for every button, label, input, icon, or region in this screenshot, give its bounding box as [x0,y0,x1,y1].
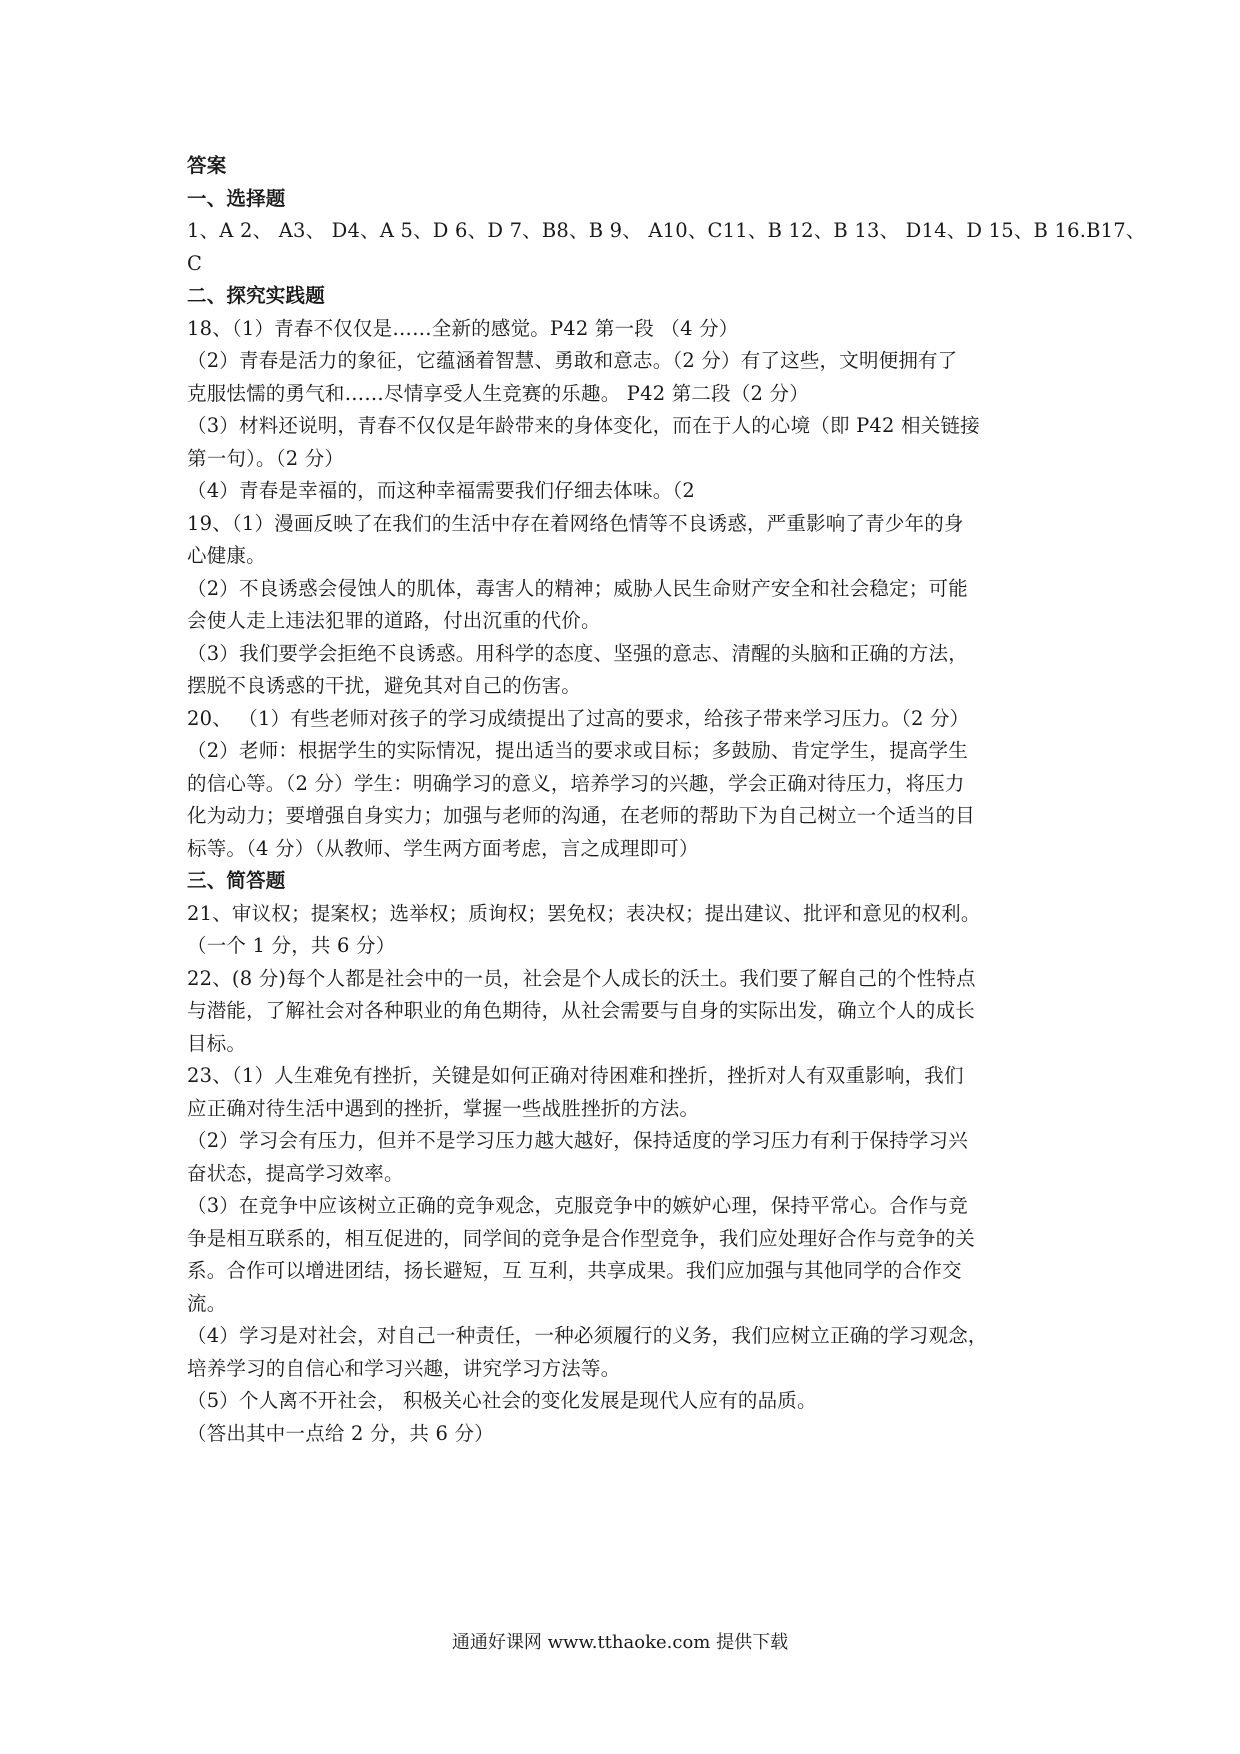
answer-line: 目标。 [187,1031,247,1055]
answer-line: 克服怯懦的勇气和……尽情享受人生竞赛的乐趣。 P42 第二段（2 分） [187,381,809,405]
answer-line: （4）青春是幸福的，而这种幸福需要我们仔细去体味。（2 [187,479,695,502]
answer-line: （3）材料还说明，青春不仅仅是年龄带来的身体变化，而在于人的心境（即 P42 相关链接 [187,414,980,437]
answer-line: 心健康。 [187,544,266,567]
section-heading-short-answer: 三、简答题 [187,869,286,892]
answer-line: （2）老师：根据学生的实际情况，提出适当的要求或目标；多鼓励、肯定学生，提高学生 [187,739,968,762]
answer-line: 22、(8 分)每个人都是社会中的一员，社会是个人成长的沃土。我们要了解自己的个性特点 [187,966,976,990]
answer-line: 应正确对待生活中遇到的挫折，掌握一些战胜挫折的方法。 [187,1096,700,1120]
answer-line: （2）青春是活力的象征，它蕴涵着智慧、勇敢和意志。（2 分）有了这些，文明便拥有了 [187,349,958,372]
answer-line: 摆脱不良诱惑的干扰，避免其对自己的伤害。 [187,674,582,697]
document-title: 答案 [187,154,227,177]
answer-line: （3）我们要学会拒绝不良诱惑。用科学的态度、坚强的意志、清醒的头脑和正确的方法， [187,641,968,665]
answer-line: （2）学习会有压力，但并不是学习压力越大越好，保持适度的学习压力有利于保持学习兴 [187,1129,968,1152]
answer-line: 19、（1）漫画反映了在我们的生活中存在着网络色情等不良诱惑，严重影响了青少年的身 [187,511,964,535]
answer-line: 争是相互联系的，相互促进的，同学间的竞争是合作型竞争，我们应处理好合作与竞争的关 [187,1226,976,1250]
answer-content [187,150,1146,1450]
section-heading-choice: 一、选择题 [187,186,286,210]
download-footer: 通通好课网 www.tthaoke.com 提供下载 [451,1632,789,1653]
answer-line: 的信心等。（2 分）学生：明确学习的意义，培养学习的兴趣，学会正确对待压力，将压力 [187,771,965,795]
answer-line: 20、 （1）有些老师对孩子的学习成绩提出了过高的要求，给孩子带来学习压力。（2 分） [187,706,970,730]
answer-line: 第一句）。（2 分） [187,446,345,470]
answer-line: 流。 [187,1291,227,1315]
answer-line: （2）不良诱惑会侵蚀人的肌体，毒害人的精神；威胁人民生命财产安全和社会稳定；可能 [187,576,968,600]
answer-line: 21、审议权；提案权；选举权；质询权；罢免权；表决权；提出建议、批评和意见的权利。 [187,901,981,925]
answer-line: （答出其中一点给 2 分，共 6 分） [187,1421,494,1445]
answer-line: （5）个人离不开社会， 积极关心社会的变化发展是现代人应有的品质。 [187,1389,817,1412]
answer-line: 培养学习的自信心和学习兴趣，讲究学习方法等。 [187,1356,621,1380]
answer-line: 系。合作可以增进团结，扬长避短，互 互利，共享成果。我们应加强与其他同学的合作交 [187,1259,962,1282]
answer-line: 标等。（4 分）（从教师、学生两方面考虑，言之成理即可） [187,836,699,860]
answer-line: 会使人走上违法犯罪的道路，付出沉重的代价。 [187,609,601,632]
answer-line: 化为动力；要增强自身实力；加强与老师的沟通，在老师的帮助下为自己树立一个适当的目 [187,804,976,827]
answer-line: 23、（1）人生难免有挫折，关键是如何正确对待困难和挫折，挫折对人有双重影响，我们 [187,1064,964,1087]
answer-line: （3）在竞争中应该树立正确的竞争观念，克服竞争中的嫉妒心理，保持平常心。合作与竞 [187,1194,968,1217]
answer-line: 与潜能，了解社会对各种职业的角色期待，从社会需要与自身的实际出发，确立个人的成长 [187,999,976,1022]
answer-line: 奋状态，提高学习效率。 [187,1161,404,1185]
answer-line: （一个 1 分，共 6 分） [187,934,396,957]
answer-line: C [187,251,203,275]
section-heading-practice: 二、探究实践题 [187,284,325,307]
answer-line: （4）学习是对社会，对自己一种责任，一种必须履行的义务，我们应树立正确的学习观念， [187,1324,988,1347]
answer-line: 1、A 2、 A3、 D4、A 5、D 6、D 7、B8、B 9、 A10、C11、B 12、B 13、 D14、D 15、B 16.B17、 [187,219,1146,242]
answer-line: 18、（1）青春不仅仅是……全新的感觉。P42 第一段 （4 分） [187,316,739,340]
